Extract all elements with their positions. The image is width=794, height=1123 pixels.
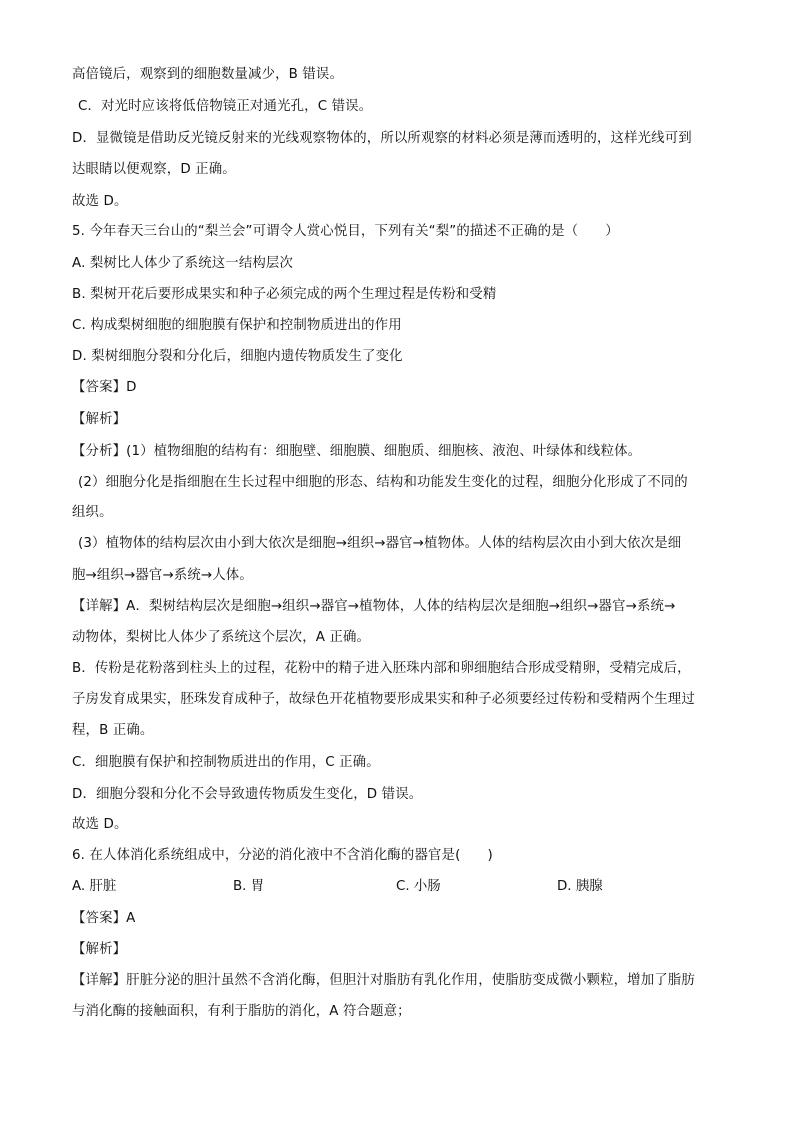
text-line: 故选 D。 [72, 817, 128, 832]
text-line: 动物体，梨树比人体少了系统这个层次，A 正确。 [72, 630, 371, 645]
q6-option-c: C. 小肠 [396, 879, 441, 894]
option-d: D. 梨树细胞分裂和分化后，细胞内遗传物质发生了变化 [72, 349, 403, 364]
q6-option-a: A. 肝脏 [72, 879, 117, 894]
text-line: 胞→组织→器官→系统→人体。 [72, 568, 253, 583]
text-line: (2）细胞分化是指细胞在生长过程中细胞的形态、结构和功能发生变化的过程，细胞分化形成了不同的 [78, 475, 688, 490]
analysis-label: 【解析】 [72, 412, 127, 427]
text-line: 子房发育成果实，胚珠发育成种子，故绿色开花植物要形成果实和种子必须要经过传粉和受精两个生理过 [72, 692, 695, 707]
text-line: 达眼睛以便观察，D 正确。 [72, 162, 236, 177]
text-line: 【详解】肝脏分泌的胆汁虽然不含消化酶，但胆汁对脂肪有乳化作用，使脂肪变成微小颗粒，增加了脂肪 [72, 973, 695, 988]
text-line: 组织。 [72, 505, 113, 520]
option-b: B. 梨树开花后要形成果实和种子必须完成的两个生理过程是传粉和受精 [72, 287, 497, 302]
text-line: D．显微镜是借助反光镜反射来的光线观察物体的，所以所观察的材料必须是薄而透明的，这样光线可到 [72, 131, 692, 146]
text-line: C．细胞膜有保护和控制物质进出的作用，C 正确。 [72, 755, 380, 770]
text-line: C．对光时应该将低倍物镜正对通光孔，C 错误。 [78, 99, 373, 114]
analysis-label: 【解析】 [72, 942, 127, 957]
question-5-stem: 5. 今年春天三台山的“梨兰会”可谓令人赏心悦目，下列有关“梨”的描述不正确的是（ ） [72, 224, 619, 239]
option-a: A. 梨树比人体少了系统这一结构层次 [72, 256, 293, 271]
text-line: 【详解】A．梨树结构层次是细胞→组织→器官→植物体，人体的结构层次是细胞→组织→器官→系统→ [72, 599, 676, 614]
text-line: 与消化酶的接触面积，有利于脂肪的消化，A 符合题意； [72, 1004, 411, 1019]
answer-label: 【答案】A [72, 911, 136, 926]
text-line: (3）植物体的结构层次由小到大依次是细胞→组织→器官→植物体。人体的结构层次由小到大依次是细 [78, 536, 682, 551]
text-line: 故选 D。 [72, 194, 128, 209]
option-c: C. 构成梨树细胞的细胞膜有保护和控制物质进出的作用 [72, 318, 402, 333]
text-line: D．细胞分裂和分化不会导致遗传物质发生变化，D 错误。 [72, 787, 423, 802]
text-line: B．传粉是花粉落到柱头上的过程，花粉中的精子进入胚珠内部和卵细胞结合形成受精卵，受精完成后， [72, 661, 691, 676]
q6-option-d: D. 胰腺 [557, 879, 603, 894]
text-line: 高倍镜后，观察到的细胞数量减少，B 错误。 [72, 67, 344, 82]
text-line: 程，B 正确。 [72, 723, 154, 738]
text-line: 【分析】(1）植物细胞的结构有：细胞壁、细胞膜、细胞质、细胞核、液泡、叶绿体和线粒体。 [72, 444, 642, 459]
question-6-stem: 6. 在人体消化系统组成中，分泌的消化液中不含消化酶的器官是( ) [72, 848, 493, 863]
answer-label: 【答案】D [72, 380, 137, 395]
q6-option-b: B. 胃 [233, 879, 265, 894]
